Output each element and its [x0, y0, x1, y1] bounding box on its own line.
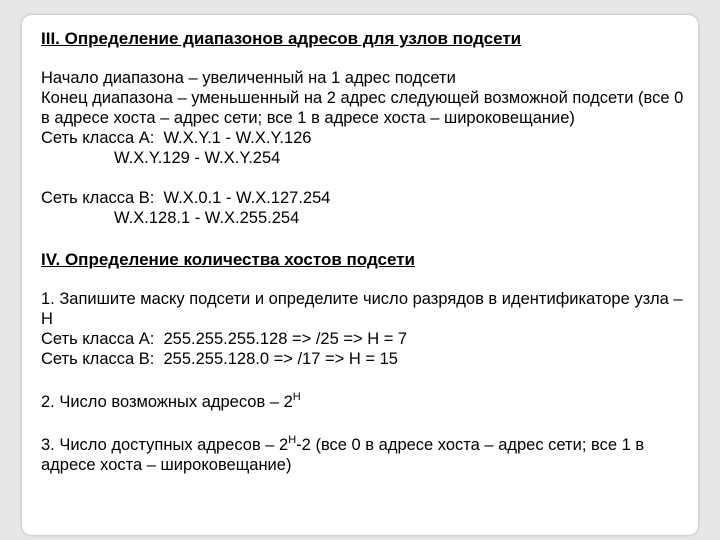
section-3-heading: III. Определение диапазонов адресов для узлов подсети	[41, 29, 522, 48]
class-a-mask-text: Сеть класса А: 255.255.255.128 => /25 => Н = 7	[41, 330, 408, 348]
class-a-range-2: W.X.Y.129 - W.X.Y.254	[114, 149, 281, 167]
slide-content	[41, 29, 691, 475]
step-2-text	[41, 392, 691, 412]
class-a-range-1: Сеть класса А: W.X.Y.1 - W.X.Y.126	[41, 129, 312, 147]
range-end-text: Конец диапазона – уменьшенный на 2 адрес следующей возможной подсети (все 0 в адресе хоста – адрес сети; все 1 в адресе хоста – широковещание)	[41, 89, 684, 127]
step-1-text: 1. Запишите маску подсети и определите число разрядов в идентификаторе узла – Н	[41, 290, 683, 328]
step-2-main: 2. Число возможных адресов – 2	[41, 393, 293, 411]
class-b-range-1: Сеть класса В: W.X.0.1 - W.X.127.254	[41, 189, 331, 207]
slide	[22, 15, 698, 535]
class-b-range-2: W.X.128.1 - W.X.255.254	[114, 209, 300, 227]
step-3-text	[41, 435, 691, 475]
step-3-rest: -2 (все 0 в адресе хоста – адрес сети; все 1 в адресе хоста – широковещание)	[41, 436, 645, 474]
range-start-text: Начало диапазона – увеличенный на 1 адрес подсети	[41, 69, 456, 87]
step-3-exponent: Н	[288, 434, 297, 446]
class-b-mask-text: Сеть класса В: 255.255.128.0 => /17 => Н = 15	[41, 350, 398, 368]
step-2-exponent: Н	[292, 391, 301, 403]
step-3-main: 3. Число доступных адресов – 2	[41, 436, 289, 454]
section-4-heading: IV. Определение количества хостов подсети	[41, 250, 415, 269]
